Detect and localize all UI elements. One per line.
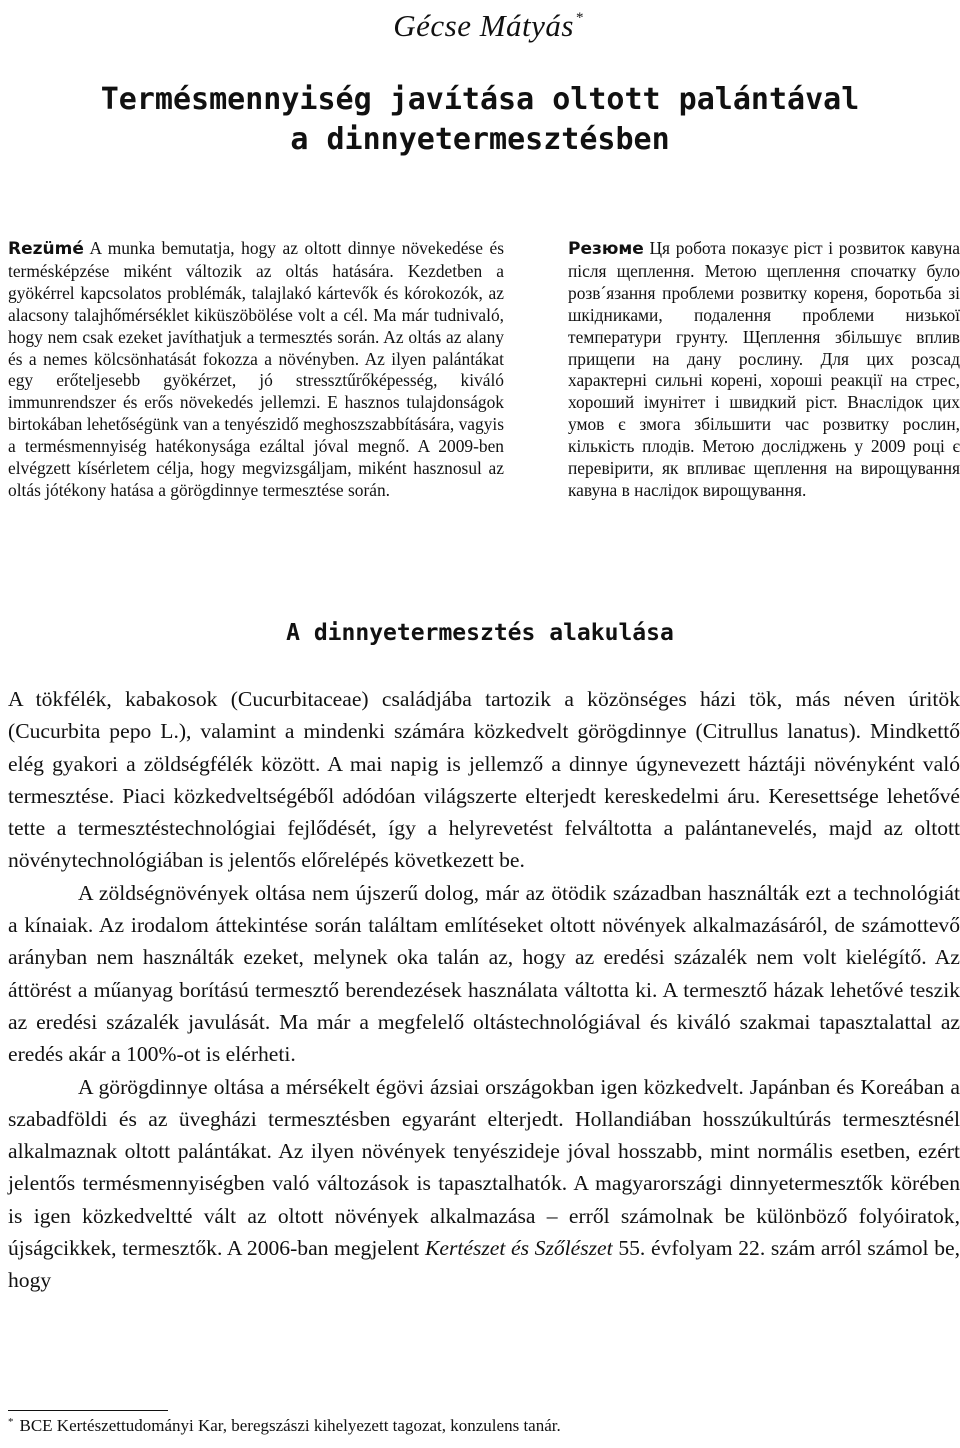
footnote bbox=[8, 1416, 948, 1436]
article-title-line-1: Termésmennyiség javítása oltott palántával bbox=[100, 82, 860, 117]
footnote-text: BCE Kertészettudományi Kar, beregszászi kihelyezett tagozat, konzulens tanár. bbox=[19, 1416, 561, 1435]
paragraph-3 bbox=[8, 1071, 960, 1297]
footnote-marker: * bbox=[8, 1416, 14, 1428]
author-name bbox=[393, 8, 584, 44]
article-title-line-2: a dinnyetermesztésben bbox=[290, 122, 670, 157]
abstract-hungarian bbox=[8, 238, 504, 502]
paragraph-3-text-b: 55. évfolyam 22. szám arról számol be, hogy bbox=[8, 1236, 960, 1293]
author-name-text: Gécse Mátyás bbox=[393, 8, 574, 43]
paragraph-2: A zöldségnövények oltása nem újszerű dolog, már az ötödik században használták ezt a technológiát a kínaiak. Az irodalom áttekintése során találtam említéseket oltott növények alkalmazásáról, de számottevő arányban nem használták ezeket, melynek oka talán az, hogy az eredési százalék nem volt kielégítő. Az áttörést a műanyag borítású termesztő berendezések használata váltotta ki. A termesztő házak lehetővé teszik az eredési százalék javulását. Ma már a megfelelő oltástechnológiával és kiváló szakmai tapasztalattal az eredés akár a 100%-ot is elérheti. bbox=[8, 880, 960, 1067]
journal-title: Kertészet és Szőlészet bbox=[424, 1236, 613, 1261]
abstract-hungarian-text: A munka bemutatja, hogy az oltott dinnye növekedése és termésképzése miként változik az oltás hatására. Kezdetben a gyökérrel kapcsolatos problémák, talajlakó kártevők és kórokozók, az alacsony talajhőmérséklet kiküszöbölése volt a cél. Ma már tudnivaló, hogy nem csak ezeket javíthatjuk a termesztés során. Az oltás az alany és a nemes kölcsönhatását fokozza a növényben. Az ilyen palántákat egy erőteljesebb gyökérzet, jó stressztűrőképesség, kiváló immunrendszer és erős növekedés jellemzi. E hasznos tulajdonságok birtokában lehetőségünk van a tenyészidő meghoszszabbítására, vagyis a termésmennyiség hatékonysága ezáltal jóval megnő. A 2009-ben elvégzett kísérletem célja, hogy megvizsgáljam, miként hasznosul az oltás jótékony hatása a görögdinnye termesztése során. bbox=[8, 238, 504, 500]
abstract-ukrainian bbox=[568, 238, 960, 502]
body-text bbox=[8, 683, 960, 1297]
footnote-divider bbox=[8, 1410, 168, 1411]
paragraph-3-text-a: A görögdinnye oltása a mérsékelt égövi ázsiai országokban igen közkedvelt. Japánban és Koreában a szabadföldi és az üvegházi termesztésben egyaránt elterjedt. Hollandiában hosszúkultúrás termesztésnél alkalmaznak oltott palántákat. Az ilyen növények tenyészideje jóval hosszabb, mint normális esetben, ezért jelentős termésmennyiségben való változások is tapasztalhatók. A magyarországi dinnyetermesztők körében is igen közkedveltté vált az oltott növények alkalmazása – erről számolnak be különböző folyóiratok, újságcikkek, termesztők. A 2006-ban megjelent bbox=[8, 1074, 960, 1261]
article-title bbox=[0, 80, 960, 160]
section-heading: A dinnyetermesztés alakulása bbox=[286, 620, 674, 646]
abstract-hungarian-label: Rezümé bbox=[8, 239, 84, 259]
abstract-ukrainian-label: Резюме bbox=[568, 239, 644, 259]
abstract-ukrainian-text: Ця робота показує ріст і розвиток кавуна після щеплення. Метою щеплення спочатку було розв´язання проблеми розвитку кореня, боротьба зі шкідниками, подалення проблеми низької температури грунту. Щеплення збільшує вплив прищепи на дану рослину. Для цих розсад характерні сильні корені, хороші реакції на стрес, хороший імунітет і швидкий ріст. Внаслідок цих умов є змога збільшити час розвитку рослин, кількість плодів. Метою досліджень у 2009 році є перевірити, як впливає щеплення на вирощування кавуна в наслідок вирощування. bbox=[568, 238, 960, 500]
author-footnote-marker: * bbox=[576, 10, 584, 26]
paragraph-1: A tökfélék, kabakosok (Cucurbitaceae) családjába tartozik a közönséges házi tök, más néven úritök (Cucurbita pepo L.), valamint a mindenki számára közkedvelt görögdinnye (Citrullus lanatus). Mindkettő elég gyakori a zöldségfélék között. A mai napig is jellemző a dinnye úgynevezett háztáji növényként való termesztése. Piaci közkedveltségéből adódóan világszerte elterjedt kereskedelmi áru. Keresettsége lehetővé tette a termesztéstechnológiai fejlődését, így a helyrevetést felváltotta a palántanevelés, majd az oltott növénytechnológiában is jelentős előrelépés következett be. bbox=[8, 687, 960, 873]
